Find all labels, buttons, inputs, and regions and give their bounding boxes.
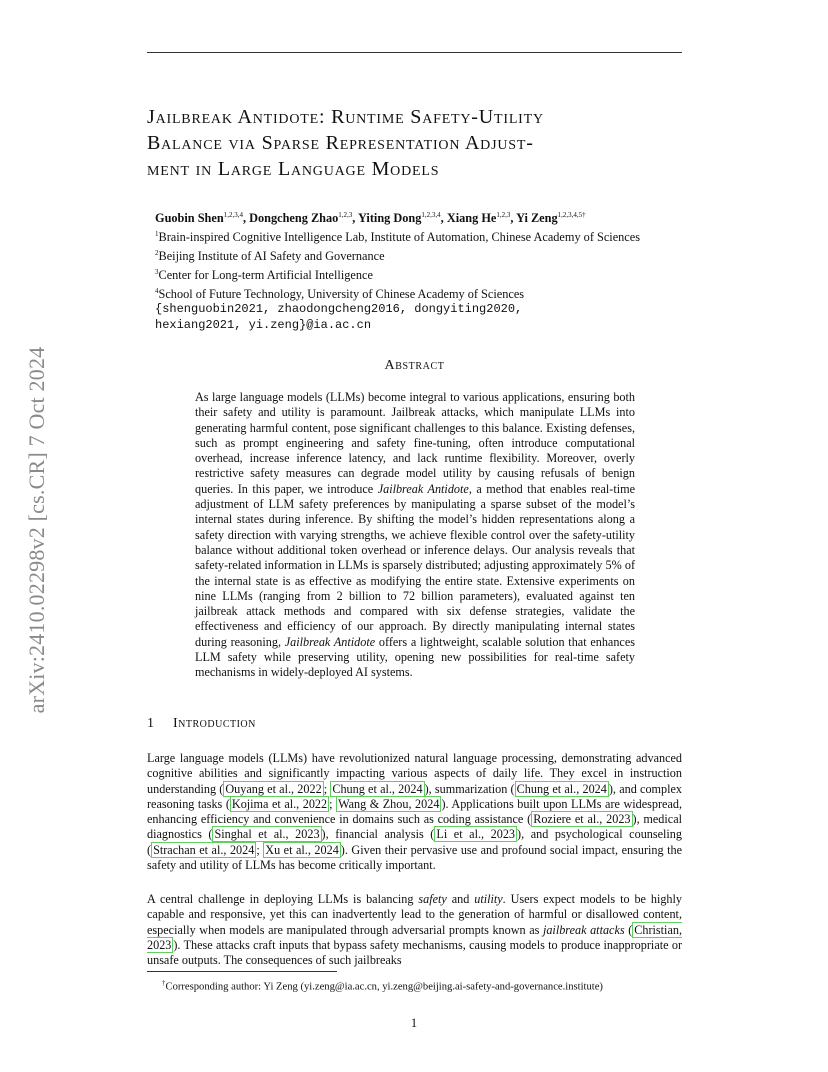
affiliation-mark: 2 — [155, 248, 159, 257]
affiliation — [155, 265, 695, 284]
abstract-text: As large language models (LLMs) become integral to various applications, ensuring both their safety and utility is paramount. Jailbreak attacks, which manipulate LLMs into generating harmful content, pose significant challenges to this balance. Existing defenses, such as prompt engineering and safety fine-tuning, often introduce computational overhead, increase inference latency, and lack runtime flexibility. Moreover, overly restrictive safety measures can degrade model utility by causing refusals of benign queries. In this paper, we introduce — [195, 390, 635, 496]
title-line: Balance via Sparse Representation Adjust- — [147, 132, 534, 154]
author-names: Guobin Shen$^{1,2,3,4}$, Dongcheng Zhao$^{1,2,3}$, Yiting Dong$^{1,2,3,4}$, Xiang He$^{1,2,3}$, Yi Zeng$^{1,2,3,4,5\dagger}$ — [155, 211, 586, 226]
emphasis: jailbreak attacks — [542, 922, 625, 937]
affiliation-text: Beijing Institute of AI Safety and Governance — [158, 248, 385, 263]
footnote-mark: † — [162, 979, 166, 987]
abstract-heading: Abstract — [384, 358, 445, 373]
citation-link[interactable]: Strachan et al., 2024 — [153, 842, 255, 857]
author-affiliation-mark: 1,2,3 — [496, 211, 511, 219]
affiliation — [155, 284, 695, 303]
abstract-text: , a method that enables real-time adjustment of LLM safety preferences by manipulating a sparse subset of the model’s internal states during inference. By shifting the model’s hidden representations along a safety direction with varying strengths, we achieve flexible control over the safety-utility balance without additional token overhead or inference delays. Our analysis reveals that safety-related information in LLMs is sparsely distributed; adjusting approximately 5% of the internal state is as effective as modifying the entire state. Extensive experiments on nine LLMs (ranging from 2 billion to 72 billion parameters), evaluated against ten jailbreak attack methods and compared with six defense strategies, validate the effectiveness and efficiency of our approach. By directly manipulating internal states during reasoning, — [195, 481, 635, 649]
title-line: ment in Large Language Models — [147, 158, 440, 180]
paper-title — [147, 104, 692, 182]
citation-link[interactable]: Kojima et al., 2022 — [231, 796, 328, 811]
author-name: Yi Zeng — [516, 211, 558, 226]
email-line: hexiang2021, yi.zeng}@ia.ac.cn — [155, 318, 372, 333]
section-title: Introduction — [173, 716, 256, 731]
method-name: Jailbreak Antidote — [377, 481, 469, 496]
citation-link[interactable]: Roziere et al., 2023 — [533, 812, 631, 827]
citation-link[interactable]: Wang & Zhou, 2024 — [338, 796, 440, 811]
affiliation-mark: 4 — [155, 286, 159, 295]
abstract-text: offers a lightweight, scalable solution that enhances LLM safety while preserving utility, opening new possibilities for real-time safety mechanisms in widely-deployed AI systems. — [195, 634, 635, 680]
author-affiliation-mark: 1,2,3,4 — [421, 211, 441, 219]
citation-link[interactable]: Xu et al., 2024 — [265, 842, 339, 857]
citation-link[interactable]: Chung et al., 2024 — [516, 781, 607, 796]
top-rule — [147, 52, 682, 53]
author-affiliation-mark: 1,2,3,4 — [223, 211, 243, 219]
emphasis: utility — [474, 892, 503, 906]
emphasis: safety — [418, 892, 447, 906]
method-name: Jailbreak Antidote — [284, 634, 376, 649]
author-name: Dongcheng Zhao — [249, 211, 339, 226]
email-line: {shenguobin2021, zhaodongcheng2016, dongyiting2020, — [155, 302, 523, 317]
footnote — [162, 976, 702, 995]
affiliation-text: School of Future Technology, University of Chinese Academy of Sciences — [158, 286, 525, 301]
arxiv-stamp — [22, 295, 52, 765]
author-name: Guobin Shen — [155, 211, 224, 226]
intro-paragraph-1: Large language models (LLMs) have revolutionized natural language processing, demonstrating advanced cognitive abilities and significantly impacting various aspects of daily life. They excel in instruction understanding ( Ouyang et al., 2022 ; Chung et al., 2024 ), summarization ( Chung et al., 2024 ), and complex reasoning tasks ( Kojima et al., 2022 ; Wang & Zhou, 2024 ). Applications built upon LLMs are widespread, enhancing efficiency and convenience in domains such as coding assistance ( Roziere et al., 2023 ), medical diagnostics ( Singhal et al., 2023 ), financial analysis ( Li et al., 2023 ), and psychological counseling ( Strachan et al., 2024 ; Xu et al., 2024 ). Given their pervasive use and profound social impact, ensuring the safety and utility of LLMs has become critically important. — [147, 751, 682, 873]
footnote-rule — [147, 971, 337, 972]
section-number: 1 — [147, 716, 155, 731]
footnote-text: Corresponding author: Yi Zeng (yi.zeng@ia.ac.cn, yi.zeng@beijing.ai-safety-and-governance.institute) — [165, 981, 603, 993]
title-line: Jailbreak Antidote: Runtime Safety-Utility — [147, 106, 544, 128]
arxiv-identifier: arXiv:2410.02298v2 [cs.CR] 7 Oct 2024 — [24, 346, 49, 714]
intro-paragraph-2: A central challenge in deploying LLMs is balancing safety and utility. Users expect models to be highly capable and responsive, yet this can inadvertently lead to the generation of harmful or disallowed content, especially when models are manipulated through adversarial prompts known as jailbreak attacks ( Christian, 2023 ). These attacks craft inputs that bypass safety mechanisms, causing models to produce inappropriate or unsafe outputs. The consequences of such jailbreaks — [147, 892, 682, 968]
author-block — [155, 208, 695, 334]
citation-link[interactable]: Christian, 2023 — [147, 922, 682, 952]
affiliation-mark: 3 — [155, 267, 159, 276]
citation-link[interactable]: Chung et al., 2024 — [332, 781, 423, 796]
author-affiliation-mark: 1,2,3,4,5† — [557, 211, 586, 219]
citation-link[interactable]: Singhal et al., 2023 — [214, 827, 320, 842]
abstract-body — [195, 390, 635, 681]
affiliation — [155, 227, 695, 246]
author-name: Xiang He — [446, 211, 497, 226]
author-name: Yiting Dong — [357, 211, 422, 226]
affiliation-text: Center for Long-term Artificial Intelligence — [158, 267, 373, 282]
citation-link[interactable]: Ouyang et al., 2022 — [225, 781, 322, 796]
affiliation-text: Brain-inspired Cognitive Intelligence Lab, Institute of Automation, Chinese Academy of Sciences — [158, 229, 641, 244]
author-affiliation-mark: 1,2,3 — [338, 211, 353, 219]
affiliation-mark: 1 — [155, 229, 159, 238]
affiliations — [155, 227, 695, 303]
page-number: 1 — [410, 1016, 418, 1030]
section-heading — [147, 716, 256, 732]
citation-link[interactable]: Li et al., 2023 — [436, 827, 516, 842]
affiliation — [155, 246, 695, 265]
